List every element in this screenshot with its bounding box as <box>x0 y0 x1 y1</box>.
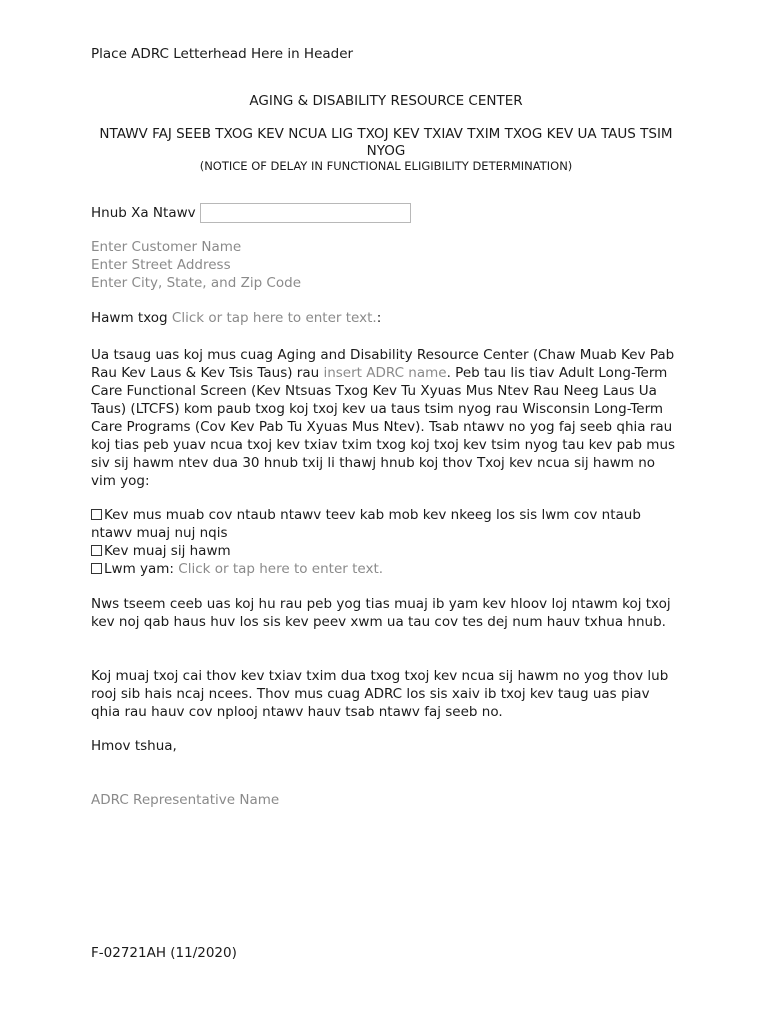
reason-label: Lwm yam: <box>104 561 179 577</box>
street-address-field[interactable]: Enter Street Address <box>91 257 231 273</box>
reason-label: Kev mus muab cov ntaub ntawv teev kab mob kev nkeeg los sis lwm cov ntaub ntawv muaj nuj nqis <box>91 507 641 541</box>
greeting-name-field[interactable]: Click or tap here to enter text. <box>171 310 377 326</box>
greeting-suffix: : <box>376 310 382 326</box>
adrc-name-field[interactable]: insert ADRC name <box>323 365 447 381</box>
intro-paragraph <box>91 346 681 490</box>
reason-item <box>91 560 681 578</box>
greeting-line <box>91 310 381 326</box>
contact-paragraph: Nws tseem ceeb uas koj hu rau peb yog tias muaj ib yam kev hloov loj ntawm koj txoj kev noj qab haus huv los sis kev peev xwm ua tau cov tes dej num hauv txhua hnub. <box>91 596 671 630</box>
intro-text-part1: Ua tsaug uas koj mus cuag Aging and Disability Resource Center (Chaw Muab Kev Pab Rau Kev Laus & Kev Tsis Taus) rau <box>91 347 675 381</box>
reason-item <box>91 542 681 560</box>
notice-subtitle: (NOTICE OF DELAY IN FUNCTIONAL ELIGIBILITY DETERMINATION) <box>199 159 573 173</box>
notice-title: NTAWV FAJ SEEB TXOG KEV NCUA LIG TXOJ KEV TXIAV TXIM TXOG KEV UA TAUS TSIM NYOG <box>99 126 673 159</box>
reason-item <box>91 506 681 542</box>
date-row <box>91 203 411 223</box>
representative-name-field[interactable]: ADRC Representative Name <box>91 792 280 808</box>
checkbox-medical-records[interactable] <box>91 509 102 520</box>
checkbox-time[interactable] <box>91 545 102 556</box>
reason-label: Kev muaj sij hawm <box>104 543 231 559</box>
date-input[interactable] <box>200 203 411 223</box>
letterhead-placeholder: Place ADRC Letterhead Here in Header <box>91 46 354 62</box>
rights-paragraph: Koj muaj txoj cai thov kev txiav txim dua txog txoj kev ncua sij hawm no yog thov lub rooj sib hais ncaj ncees. Thov mus cuag ADRC los sis xaiv ib txoj kev taug uas piav qhia rau hauv cov nplooj ntawv hauv tsab ntawv faj seeb no. <box>91 668 669 720</box>
city-state-zip-field[interactable]: Enter City, State, and Zip Code <box>91 275 301 291</box>
delay-reasons-list <box>91 506 681 578</box>
letter-page <box>91 0 681 1024</box>
greeting-prefix: Hawm txog <box>91 310 172 326</box>
form-number: F-02721AH (11/2020) <box>91 945 237 961</box>
organization-name: AGING & DISABILITY RESOURCE CENTER <box>249 93 523 109</box>
checkbox-other[interactable] <box>91 563 102 574</box>
customer-name-field[interactable]: Enter Customer Name <box>91 239 242 255</box>
other-reason-field[interactable]: Click or tap here to enter text. <box>178 561 384 577</box>
closing-salutation: Hmov tshua, <box>91 738 177 754</box>
intro-text-part2: . Peb tau lis tiav Adult Long-Term Care Functional Screen (Kev Ntsuas Txog Kev Tu Xyuas Mus Ntev Rau Neeg Laus Ua Taus) (LTCFS) kom paub txog koj txoj kev ua taus tsim nyog rau Wisconsin Long-Term Care Programs (Cov Kev Pab Tu Xyuas Mus Ntev). Tsab ntawv no yog faj seeb qhia rau koj tias peb yuav ncua txoj kev txiav txim txog koj txoj kev tsim nyog tau kev pab mus siv sij hawm ntev dua 30 hnub txij li thawj hnub koj thov Txoj kev ncua sij hawm no vim yog: <box>91 365 676 489</box>
date-label: Hnub Xa Ntawv <box>91 205 196 221</box>
address-block <box>91 238 301 292</box>
